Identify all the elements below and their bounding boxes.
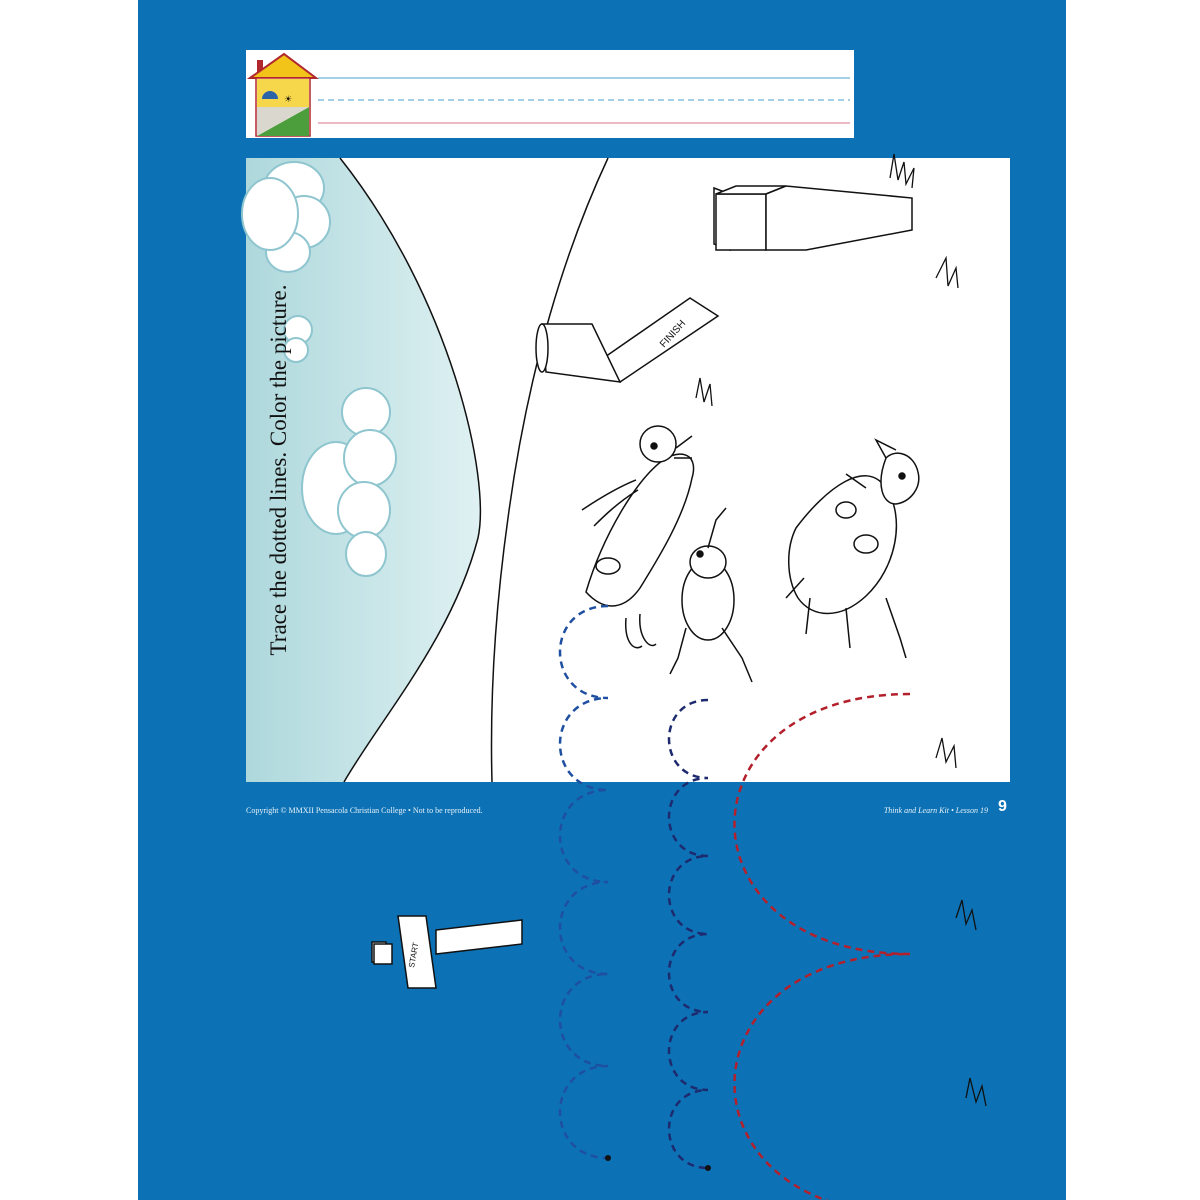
page-number: 9 (998, 798, 1007, 815)
finish-sign-label: FINISH (658, 318, 689, 351)
name-writing-strip (246, 50, 854, 138)
rabbit-illustration (582, 426, 694, 648)
frog-illustration (670, 508, 752, 682)
svg-text:☀: ☀ (284, 95, 293, 105)
trace-start-dot (605, 1155, 611, 1161)
lesson-label: Think and Learn Kit • Lesson 19 (883, 806, 988, 815)
start-sign-label: START (407, 941, 421, 969)
hill-line (492, 158, 608, 782)
trace-start-dot (705, 1165, 711, 1171)
house-icon (250, 54, 316, 136)
finish-post (536, 186, 912, 382)
copyright-text: Copyright © MMXII Pensacola Christian College • Not to be reproduced. (246, 806, 483, 815)
deer-illustration (786, 440, 919, 658)
instruction-text: Trace the dotted lines. Color the picture. (266, 284, 291, 656)
